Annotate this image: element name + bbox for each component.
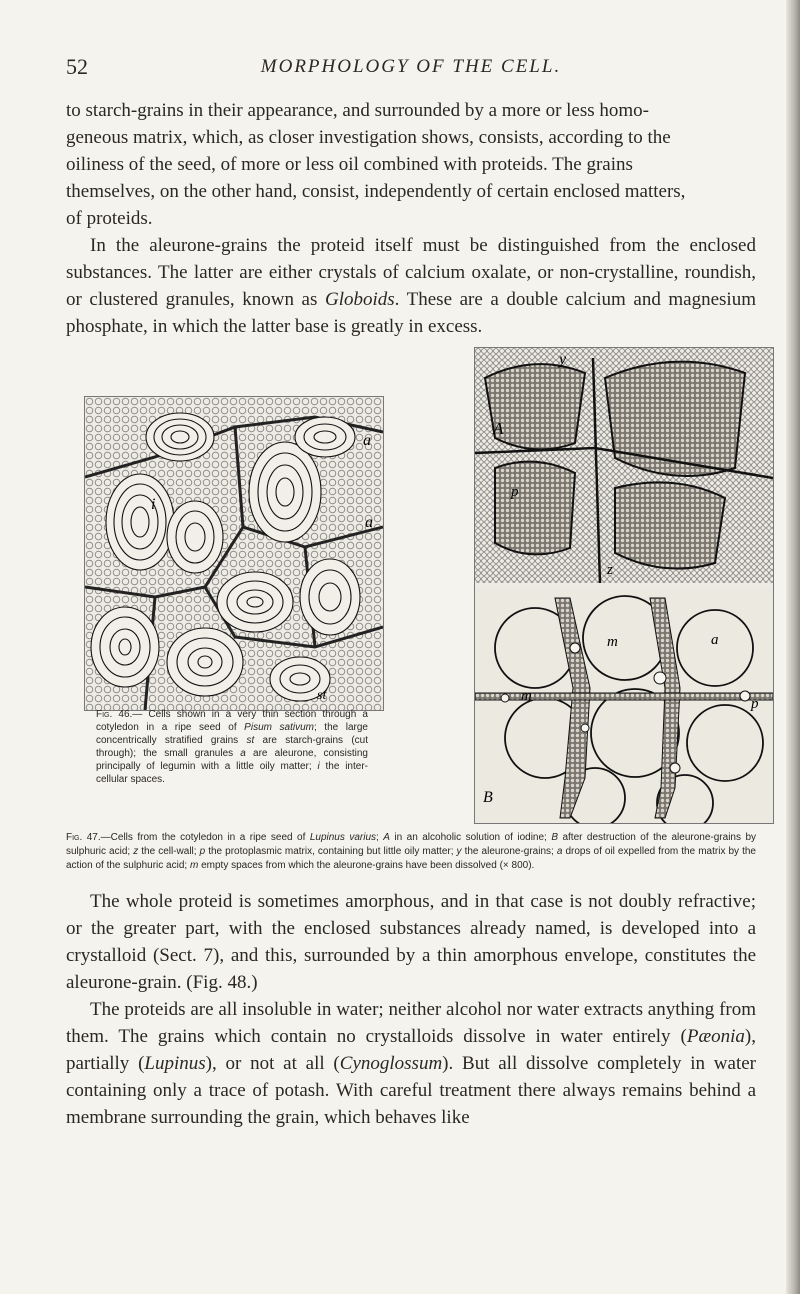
caption-figure-number: Fig. 47. [66,832,101,843]
label-p-right: p [751,696,759,712]
caption-text: the cell-wall; [138,846,200,857]
caption-label-ref: i [317,761,320,772]
figure-46-illustration [84,396,384,711]
caption-label-ref: m [189,860,199,871]
text-run: ), or not at all ( [205,1053,340,1074]
figure-46-caption [96,708,368,786]
page-number: 52 [66,54,88,79]
caption-text: ; [376,832,384,843]
paragraph-2 [66,232,756,340]
caption-label-ref: A [383,832,390,843]
caption-text: — Cells shown in a very thin section through a cotyledon in a ripe seed of [96,709,368,733]
caption-text: the inter-cellular spaces. [96,761,368,785]
text-line: themselves, on the other hand, consist, independently of certain enclosed matters, [66,181,686,202]
text-run: ). But all dissolve completely in water containing only a trace of potash. With careful treatment there always remains behind a membrane surrounding the grain, which behaves like [66,1053,757,1128]
term-globoids: Globoids [324,289,395,310]
label-a-right: a [365,514,373,531]
caption-label-ref: B [551,832,558,843]
text-line: oiliness of the seed, of more or less oil combined with proteids. The grains [66,154,633,175]
caption-text: the protoplasmic matrix, containing but little oily matter; [205,846,457,857]
text-run: The proteids are all insoluble in water; neither alcohol nor water extracts anything from them. The grains which contain no crystalloids dissolve in water entirely ( [66,999,756,1047]
genus-lupinus: Lupinus [144,1053,206,1074]
text-line: geneous matrix, which, as closer investigation shows, consists, according to the [66,127,671,148]
label-A: A [493,419,504,438]
text-run: In the aleurone-grains the proteid itself must be distinguished from the enclosed substances. The latter are either crystals of calcium oxalate, or non-crystalline, roundish, or clustered granules, known as [66,235,756,310]
paragraph-3: The whole proteid is sometimes amorphous, and in that case is not doubly refractive; or the greater part, with the enclosed substances already named, is developed into a crystalloid (Sect. 7), and this, surrounded by a thin amorphous envelope, constitutes the aleurone-grain. (Fig. 48.) [66,891,756,993]
caption-label-ref: st [246,735,255,746]
caption-label-ref: a [556,846,563,857]
figure-47-caption [66,831,756,873]
caption-text: empty spaces from which the aleurone-grains have been dissolved (× 800). [198,860,535,871]
pisum-cell-drawing [85,397,383,710]
label-m-upper: m [607,634,618,650]
caption-text: drops of oil expelled from the matrix by the action of the sulphuric acid; [66,846,756,871]
text-line: to starch-grains in their appearance, and surrounded by a more or less homo- [66,100,649,121]
running-head: MORPHOLOGY OF THE CELL. [260,56,562,77]
caption-text: —Cells from the cotyledon in a ripe seed of [100,832,310,843]
label-B: B [483,789,493,806]
caption-species: Lupinus varius [309,832,377,843]
label-a-top: a [363,432,371,449]
caption-label-ref: a [240,748,246,759]
paragraph-4 [66,996,756,1131]
caption-text: are starch-grains (cut through); the small granules [96,735,368,759]
figure-47-illustration [474,347,774,824]
caption-text: the aleurone-grains; [461,846,557,857]
caption-text: in an alcoholic solution of iodine; [389,832,552,843]
caption-text: are aleurone, consisting principally of legumin with a little oily matter; [96,748,368,772]
genus-cynoglossum: Cynoglossum [339,1053,443,1074]
caption-text: ; the large concentrically stratified grains [96,722,368,746]
label-y: y [559,351,567,368]
caption-species: Pisum sativum [244,722,314,733]
genus-paeonia: Pæonia [686,1026,745,1047]
caption-label-ref: z [133,846,139,857]
label-z: z [607,562,613,578]
label-i: i [151,496,156,513]
page-edge-shadow [786,0,800,1294]
label-st: st [317,688,327,703]
page-header [66,54,756,84]
lupinus-cell-drawing [475,348,773,823]
label-p-top: p [511,484,519,500]
label-a: a [711,632,719,648]
caption-figure-number: Fig. 46. [96,709,133,720]
caption-label-ref: y [456,846,462,857]
label-m-left: m [521,688,532,704]
caption-label-ref: p [199,846,206,857]
text-run: ), partially ( [66,1026,756,1074]
text-line: of proteids. [66,208,153,229]
caption-text: after destruction of the aleurone-grains by sulphuric acid; [66,832,757,857]
text-run: . These are a double calcium and magnesium phosphate, in which the latter base is greatly in excess. [66,289,756,337]
